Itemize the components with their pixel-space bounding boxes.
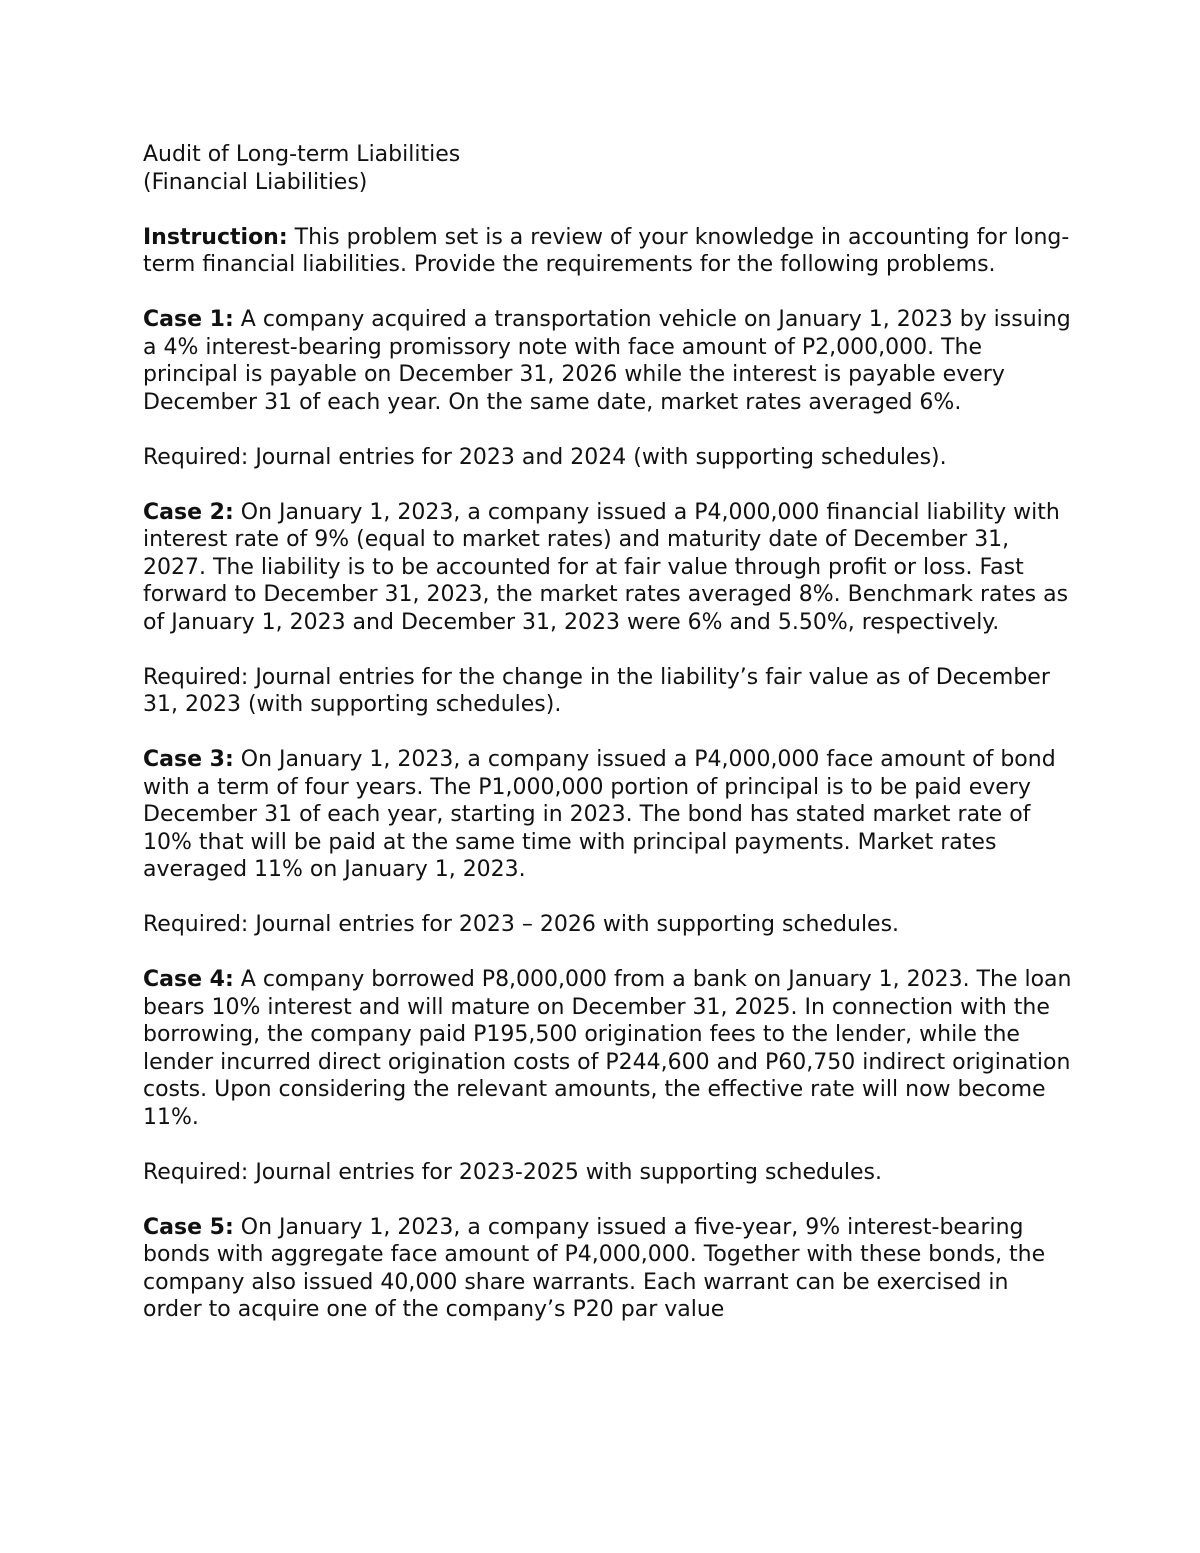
case-5-label: Case 5:	[143, 1214, 234, 1240]
title-line-2: (Financial Liabilities)	[143, 169, 368, 195]
case-4-text: A company borrowed P8,000,000 from a bank on January 1, 2023. The loan bears 10% interest and will mature on December 31, 2025. In connection with the borrowing, the company paid P195,500 origination fees to the lender, while the lender incurred direct origination costs of P244,600 and P60,750 indirect origination costs. Upon considering the relevant amounts, the effective rate will now become 11%.	[143, 967, 1072, 1130]
case-3-text: On January 1, 2023, a company issued a P4,000,000 face amount of bond with a term of four years. The P1,000,000 portion of principal is to be paid every December 31 of each year, starting in 2023. The bond has stated market rate of 10% that will be paid at the same time with principal payments. Market rates averaged 11% on January 1, 2023.	[143, 747, 1056, 882]
case-5-text: On January 1, 2023, a company issued a five-year, 9% interest-bearing bonds with aggregate face amount of P4,000,000. Together with these bonds, the company also issued 40,000 share warrants. Each warrant can be exercised in order to acquire one of the company’s P20 par value	[143, 1214, 1046, 1322]
case-3-label: Case 3:	[143, 747, 234, 772]
case-1-required: Required: Journal entries for 2023 and 2024 (with supporting schedules).	[143, 444, 947, 470]
case-4-required: Required: Journal entries for 2023-2025 with supporting schedules.	[143, 1159, 882, 1185]
instruction-text: This problem set is a review of your knowledge in accounting for long-term financial liabilities. Provide the requirements for the following problems.	[143, 224, 1070, 277]
case-3-paragraph	[143, 746, 1073, 884]
case-5-paragraph	[143, 1214, 1073, 1324]
case-4-label: Case 4:	[143, 967, 234, 992]
case-1-text: A company acquired a transportation vehicle on January 1, 2023 by issuing a 4% interest-bearing promissory note with face amount of P2,000,000. The principal is payable on December 31, 2026 while the interest is payable every December 31 of each year. On the same date, market rates averaged 6%.	[143, 307, 1071, 415]
case-2-label: Case 2:	[143, 499, 234, 525]
document-title	[143, 141, 1073, 196]
case-1-paragraph	[143, 306, 1073, 416]
case-2-text: On January 1, 2023, a company issued a P4,000,000 financial liability with interest rate of 9% (equal to market rates) and maturity date of December 31, 2027. The liability is to be accounted for at fair value through profit or loss. Fast forward to December 31, 2023, the market rates averaged 8%. Benchmark rates as of January 1, 2023 and December 31, 2023 were 6% and 5.50%, respectively.	[143, 499, 1069, 635]
document-body	[143, 141, 1073, 1351]
case-2-required: Required: Journal entries for the change in the liability’s fair value as of December 31, 2023 (with supporting schedules).	[143, 664, 1050, 717]
instruction-label: Instruction:	[143, 224, 288, 250]
case-4-paragraph	[143, 966, 1073, 1131]
case-2-paragraph	[143, 499, 1073, 637]
case-3-required: Required: Journal entries for 2023 – 2026 with supporting schedules.	[143, 912, 900, 937]
title-line-1: Audit of Long-term Liabilities	[143, 142, 461, 167]
case-1-label: Case 1:	[143, 307, 234, 332]
instruction-paragraph	[143, 224, 1073, 279]
